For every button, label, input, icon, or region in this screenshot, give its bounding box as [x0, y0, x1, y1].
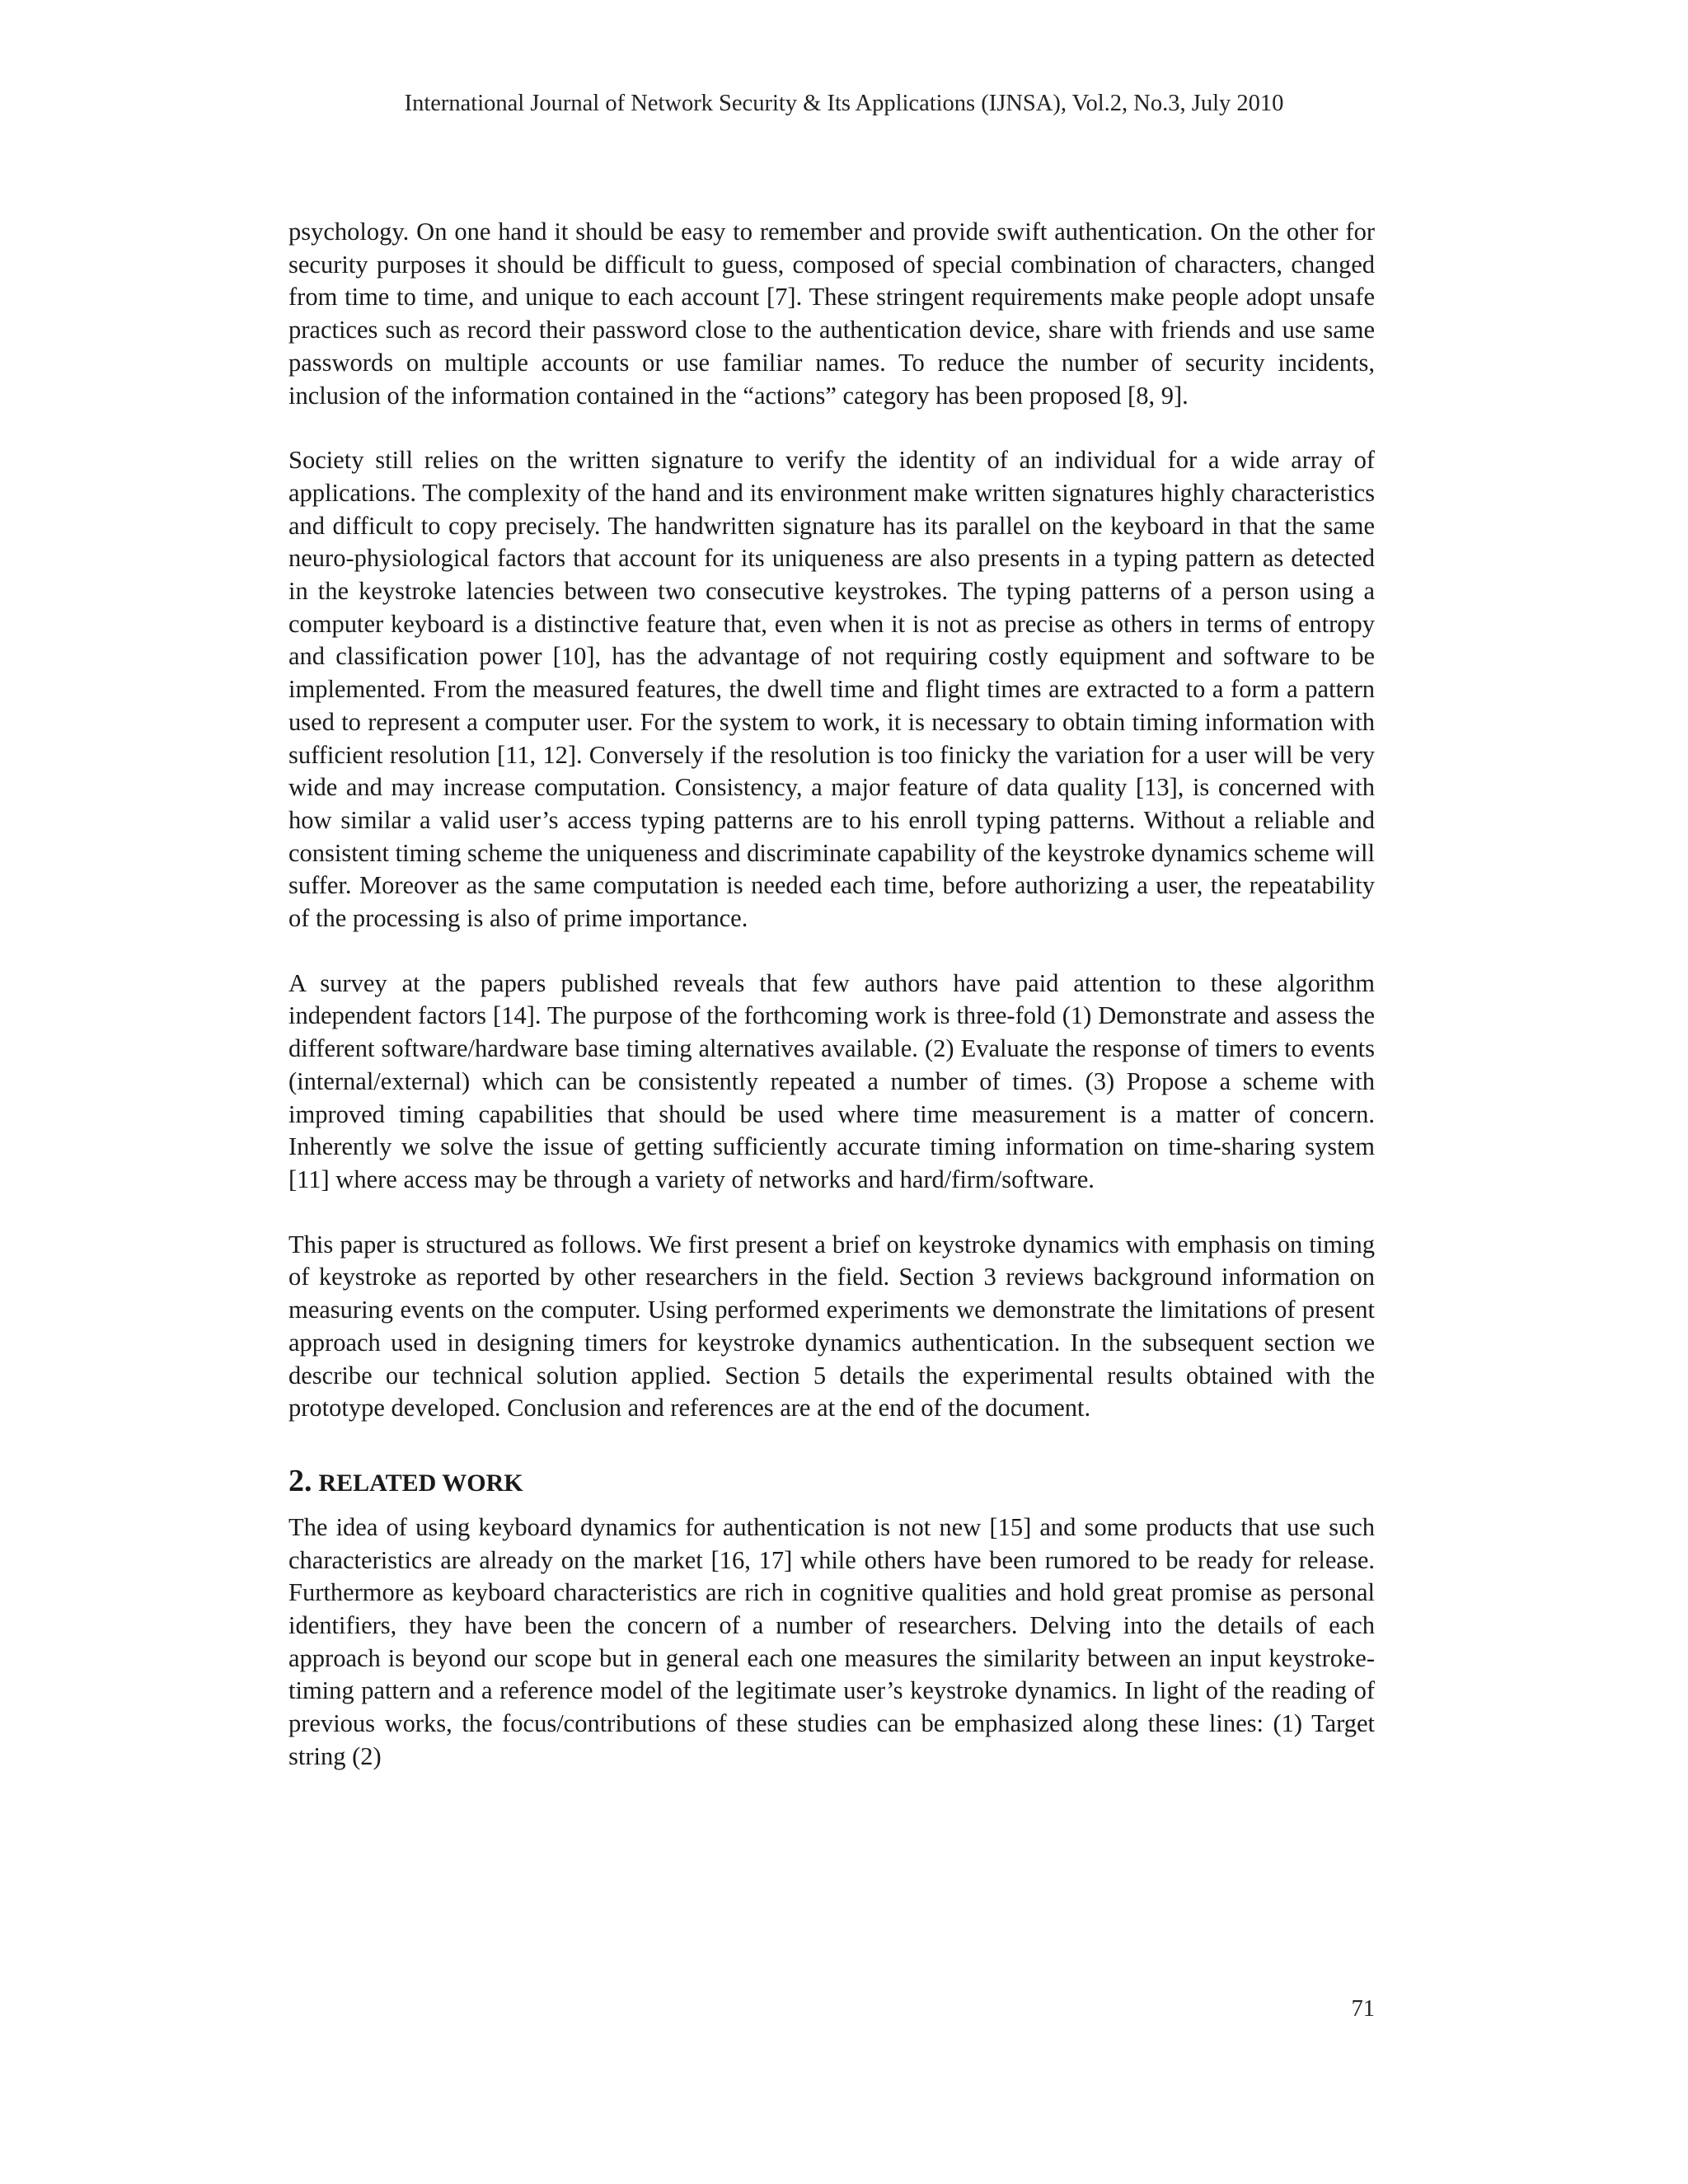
- section-title: RELATED WORK: [318, 1469, 523, 1497]
- paragraph-related-work: The idea of using keyboard dynamics for authentication is not new [15] and some products that use such characteristics are already on the market [16, 17] while others have been rumored to be ready for release. Furthermore as keyboard characteristics are rich in cognitive qualities and hold great promise as personal identifiers, they have been the concern of a number of researchers. Delving into the details of each approach is beyond our scope but in general each one measures the similarity between an input keystroke-timing pattern and a reference model of the legitimate user’s keystroke dynamics. In light of the reading of previous works, the focus/contributions of these studies can be emphasized along these lines: (1) Target string (2): [288, 1512, 1375, 1770]
- running-header: International Journal of Network Security & Its Applications (IJNSA), Vol.2, No.3, July 2010: [404, 91, 1284, 116]
- paragraph-survey: A survey at the papers published reveals that few authors have paid attention to these algorithm independent factors [14]. The purpose of the forthcoming work is three-fold (1) Demonstrate and assess the different software/hardware base timing alternatives available. (2) Evaluate the response of timers to events (internal/external) which can be consistently repeated a number of times. (3) Propose a scheme with improved timing capabilities that should be used where time measurement is a matter of concern. Inherently we solve the issue of getting sufficiently accurate timing information on time-sharing system [11] where access may be through a variety of networks and hard/firm/software.: [288, 968, 1375, 1193]
- section-number: 2.: [288, 1463, 312, 1498]
- paragraph-psychology: psychology. On one hand it should be easy to remember and provide swift authentication. On the other for security purposes it should be difficult to guess, composed of special combination of characters, changed from time to time, and unique to each account [7]. These stringent requirements make people adopt unsafe practices such as record their password close to the authentication device, share with friends and use same passwords on multiple accounts or use familiar names. To reduce the number of security incidents, inclusion of the information contained in the “actions” category has been proposed [8, 9].: [288, 218, 1375, 410]
- paragraph-paper-structure: This paper is structured as follows. We first present a brief on keystroke dynamics with emphasis on timing of keystroke as reported by other researchers in the field. Section 3 reviews background information on measuring events on the computer. Using performed experiments we demonstrate the limitations of present approach used in designing timers for keystroke dynamics authentication. In the subsequent section we describe our technical solution applied. Section 5 details the experimental results obtained with the prototype developed. Conclusion and references are at the end of the document.: [288, 1230, 1375, 1422]
- page-number: 71: [1351, 1996, 1375, 2022]
- body-text: [288, 216, 1375, 1806]
- section-heading-related-work: [288, 1465, 1375, 1500]
- paragraph-written-signature: Society still relies on the written signature to verify the identity of an individual for a wide array of applications. The complexity of the hand and its environment make written signatures highly characteristics and difficult to copy precisely. The handwritten signature has its parallel on the keyboard in that the same neuro-physiological factors that account for its uniqueness are also presents in a typing pattern as detected in the keystroke latencies between two consecutive keystrokes. The typing patterns of a person using a computer keyboard is a distinctive feature that, even when it is not as precise as others in terms of entropy and classification power [10], has the advantage of not requiring costly equipment and software to be implemented. From the measured features, the dwell time and flight times are extracted to a form a pattern used to represent a computer user. For the system to work, it is necessary to obtain timing information with sufficient resolution [11, 12]. Conversely if the resolution is too finicky the variation for a user will be very wide and may increase computation. Consistency, a major feature of data quality [13], is concerned with how similar a valid user’s access typing patterns are to his enroll typing patterns. Without a reliable and consistent timing scheme the uniqueness and discriminate capability of the keystroke dynamics scheme will suffer. Moreover as the same computation is needed each time, before authorizing a user, the repeatability of the processing is also of prime importance.: [288, 446, 1375, 933]
